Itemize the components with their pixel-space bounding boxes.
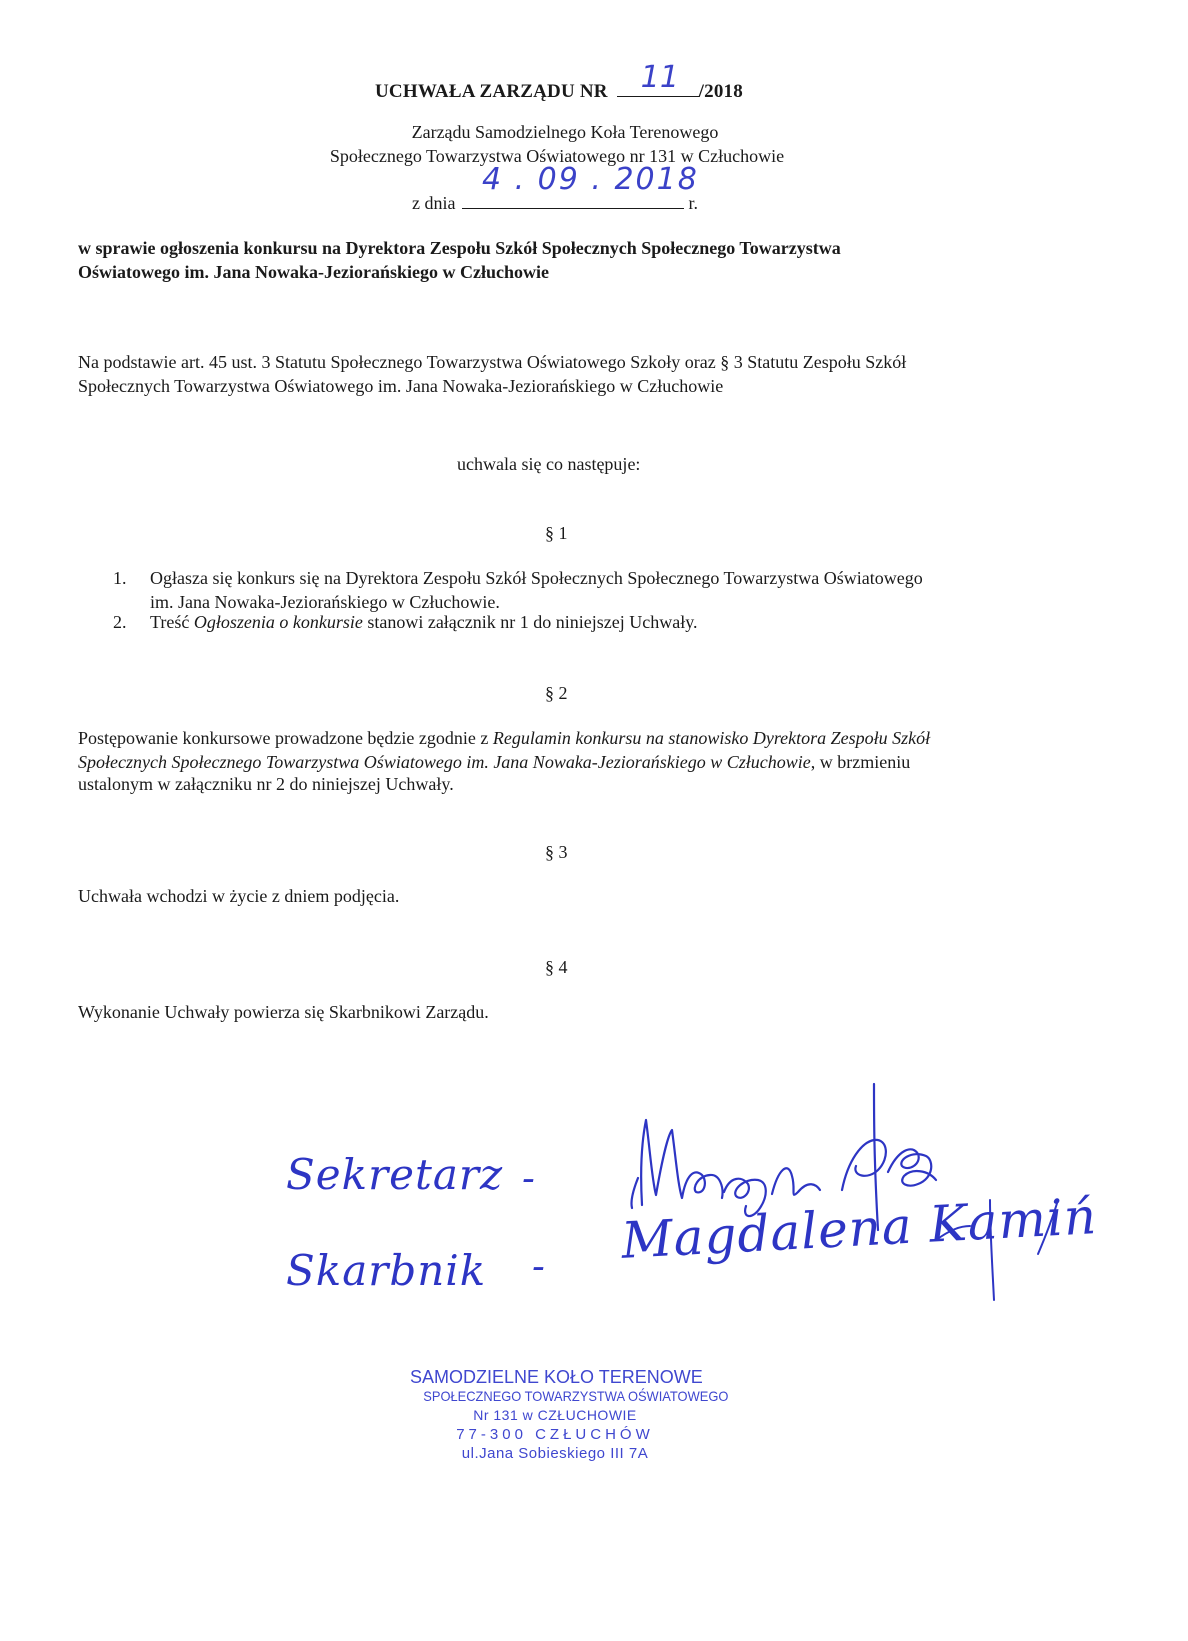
signature-dash-1: - xyxy=(522,1156,535,1200)
resolution-number-blank xyxy=(617,60,699,97)
date-value: 4 . 09 . 2018 xyxy=(481,162,699,197)
date-suffix: r. xyxy=(688,193,698,213)
section-2-line-3: ustalonym w załączniku nr 2 do niniejszej Uchwały. xyxy=(78,774,454,794)
organization-stamp xyxy=(410,1367,729,1463)
section-1-heading: § 1 xyxy=(545,523,568,543)
date-blank xyxy=(462,162,699,209)
section-1-item-2-number: 2. xyxy=(113,612,127,632)
resolves-text: uchwala się co następuje: xyxy=(457,454,641,474)
item-2-italic: Ogłoszenia o konkursie xyxy=(193,612,363,632)
date-prefix: z dnia xyxy=(412,193,456,213)
stamp-line-3: Nr 131 w CZŁUCHOWIE xyxy=(473,1407,637,1423)
section-1-item-1-line-2: im. Jana Nowaka-Jeziorańskiego w Człuchowie. xyxy=(150,592,500,612)
section-3-text: Uchwała wchodzi w życie z dniem podjęcia. xyxy=(78,886,400,906)
section-1-item-1-number: 1. xyxy=(113,568,127,588)
signature-2-flourish xyxy=(930,1190,1070,1310)
subject-line-1: w sprawie ogłoszenia konkursu na Dyrektora Zespołu Szkół Społecznych Społecznego Towarzystwa xyxy=(78,238,841,258)
signature-role-treasurer: Skarbnik xyxy=(286,1246,487,1295)
basis-line-2: Społecznych Towarzystwa Oświatowego im. Jana Nowaka-Jeziorańskiego w Człuchowie xyxy=(78,376,724,396)
stamp-line-4: 77-300 CZŁUCHÓW xyxy=(456,1426,654,1443)
section-2-line-1 xyxy=(78,726,930,750)
section-3-heading: § 3 xyxy=(545,842,568,862)
item-2-before: Treść xyxy=(150,612,194,632)
s2-line2-plain: , w brzmieniu xyxy=(810,752,911,772)
date-line xyxy=(412,162,699,215)
title-suffix: /2018 xyxy=(698,81,743,102)
basis-line-1: Na podstawie art. 45 ust. 3 Statutu Społecznego Towarzystwa Oświatowego Szkoły oraz § 3 Statutu Zespołu Szkół xyxy=(78,352,907,372)
signature-role-secretary: Sekretarz xyxy=(286,1150,504,1199)
section-2-heading: § 2 xyxy=(545,683,568,703)
section-4-text: Wykonanie Uchwały powierza się Skarbnikowi Zarządu. xyxy=(78,1002,489,1022)
issuer-line-2: Społecznego Towarzystwa Oświatowego nr 131 w Człuchowie xyxy=(329,146,785,166)
resolution-title xyxy=(375,60,743,103)
section-4-heading: § 4 xyxy=(545,957,568,977)
subject-line-2: Oświatowego im. Jana Nowaka-Jeziorańskiego w Człuchowie xyxy=(78,262,549,282)
issuer-line-1: Zarządu Samodzielnego Koła Terenowego xyxy=(411,122,719,142)
signature-2-name: Magdalena Kamiń xyxy=(620,1187,1099,1270)
s2-line1-plain: Postępowanie konkursowe prowadzone będzie zgodnie z xyxy=(78,728,493,748)
section-2-line-2 xyxy=(78,750,910,774)
stamp-line-2: SPOŁECZNEGO TOWARZYSTWA OŚWIATOWEGO xyxy=(423,1388,729,1404)
s2-line2-italic: Społecznych Społecznego Towarzystwa Oświatowego im. Jana Nowaka-Jeziorańskiego w Człuchowie xyxy=(78,752,811,772)
s2-line1-italic: Regulamin konkursu na stanowisko Dyrektora Zespołu Szkół xyxy=(492,728,931,748)
title-prefix: UCHWAŁA ZARZĄDU NR xyxy=(375,81,608,102)
stamp-line-1: SAMODZIELNE KOŁO TERENOWE xyxy=(410,1367,703,1387)
resolution-number: 11 xyxy=(640,60,680,95)
signature-dash-2: - xyxy=(532,1244,545,1288)
section-1-item-1-line-1: Ogłasza się konkurs się na Dyrektora Zespołu Szkół Społecznych Społecznego Towarzystwa Oświatowego xyxy=(150,568,923,588)
section-1-item-2 xyxy=(150,610,698,634)
stamp-line-5: ul.Jana Sobieskiego III 7A xyxy=(461,1445,649,1462)
item-2-after: stanowi załącznik nr 1 do niniejszej Uchwały. xyxy=(362,612,698,632)
